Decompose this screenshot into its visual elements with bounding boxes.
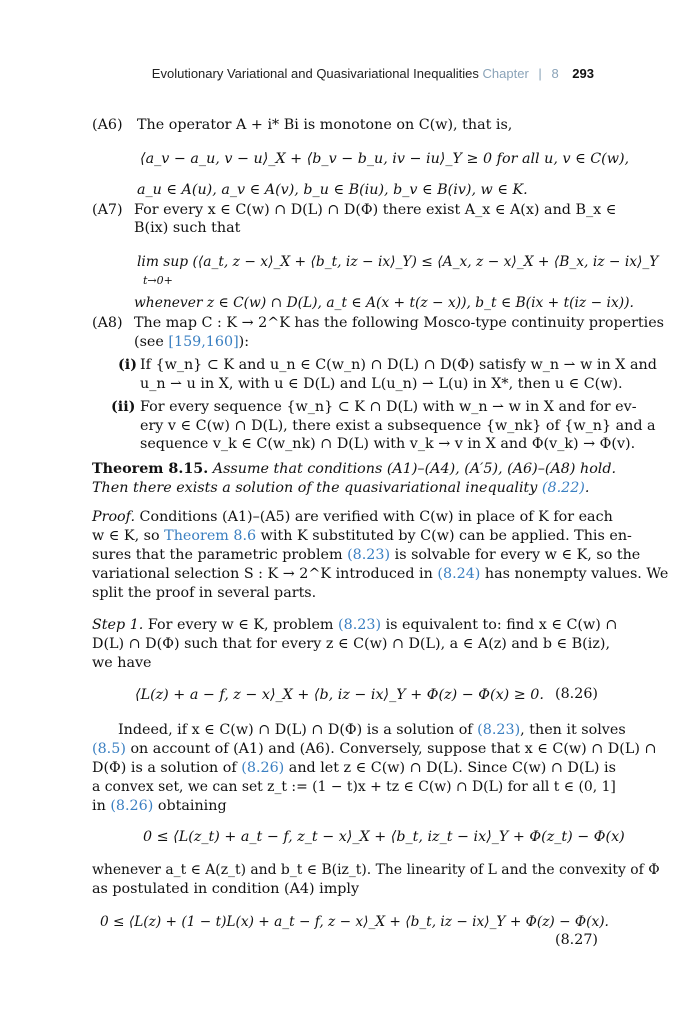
proof-line2-pre: w ∈ K, so [92,528,165,544]
indeed-line5 [92,797,227,815]
indeed-line1-post: , then it solves [520,722,626,738]
proof-line2 [92,527,632,545]
theorem-line2-pre: Then there exists a solution of the quasivariational inequality [92,480,542,496]
a6-label: (A6) [92,117,123,133]
equation-8-27-label: (8.27) [555,932,598,948]
indeed-line3-pre: D(Φ) is a solution of [92,760,242,776]
theorem-label: Theorem 8.15. [92,461,209,477]
header-chapter-word: Chapter [482,66,529,81]
proof-line2-post: with K substituted by C(w) can be applied. This en- [256,528,632,544]
a8-item-i-line1: If {w_n} ⊂ K and u_n ∈ C(w_n) ∩ D(L) ∩ D(Φ) satisfy w_n ⇀ w in X and [140,357,657,373]
step1-line1 [92,616,617,634]
indeed-line3 [92,759,616,777]
ref-8-26-link-2[interactable]: (8.26) [110,798,154,814]
a8-line2 [134,333,249,351]
step1-line3: we have [92,655,152,671]
proof-line4 [92,565,668,583]
a8-item-i-line2: u_n ⇀ u in X, with u ∈ D(L) and L(u_n) ⇀ L(u) in X*, then u ∈ C(w). [140,376,623,392]
a6-line3: a_u ∈ A(u), a_v ∈ A(v), b_u ∈ B(iu), b_v ∈ B(iv), w ∈ K. [137,182,528,198]
ref-8-5-link[interactable]: (8.5) [92,741,126,757]
ref-8-22-link[interactable]: (8.22) [541,480,585,496]
ref-8-23-link-3[interactable]: (8.23) [477,722,521,738]
equation-8-26: ⟨L(z) + a − f, z − x⟩_X + ⟨b, iz − ix⟩_Y + Φ(z) − Φ(x) ≥ 0. [135,687,544,703]
a8-item-ii-line1: For every sequence {w_n} ⊂ K ∩ D(L) with w_n ⇀ w in X and for ev- [140,399,637,415]
indeed-line2-post: on account of (A1) and (A6). Conversely, suppose that x ∈ C(w) ∩ D(L) ∩ [125,741,657,757]
proof-line3-post: is solvable for every w ∈ K, so the [390,547,641,563]
a8-item-ii-label: (ii) [111,399,136,415]
indeed-line7: as postulated in condition (A4) imply [92,881,360,897]
header-title: Evolutionary Variational and Quasivariational Inequalities [151,66,479,81]
indeed-line6: whenever a_t ∈ A(z_t) and b_t ∈ B(iz_t). The linearity of L and the convexity of Φ [92,862,660,878]
indeed-line5-post: obtaining [153,798,227,814]
a7-limsup-inequality: lim sup (⟨a_t, z − x⟩_X + ⟨b_t, iz − ix⟩_Y) ≤ ⟨A_x, z − x⟩_X + ⟨B_x, iz − ix⟩_Y [137,254,659,270]
proof-line3 [92,546,640,564]
a6-line1: The operator A + i* Bi is monotone on C(w), that is, [137,117,513,133]
proof-line4-post: has nonempty values. We [480,566,669,582]
a7-line2: B(ix) such that [134,220,241,236]
a6-inequality: ⟨a_v − a_u, v − u⟩_X + ⟨b_v − b_u, iv − iu⟩_Y ≥ 0 for all u, v ∈ C(w), [140,151,630,167]
a8-line2-post: ): [238,334,250,350]
a8-label: (A8) [92,315,123,331]
a8-item-i-label: (i) [118,357,137,373]
page-number: 293 [572,66,594,81]
step1-line2: D(L) ∩ D(Φ) such that for every z ∈ C(w) ∩ D(L), a ∈ A(z) and b ∈ B(iz), [92,636,610,652]
indeed-line4: a convex set, we can set z_t := (1 − t)x + tz ∈ C(w) ∩ D(L) for all t ∈ (0, 1] [92,779,616,795]
a7-label: (A7) [92,202,123,218]
ref-theorem-8-6-link[interactable]: Theorem 8.6 [164,528,257,544]
ref-8-23-link-2[interactable]: (8.23) [338,617,382,633]
proof-line1 [92,508,613,526]
header-separator: | [538,66,542,81]
ref-8-24-link[interactable]: (8.24) [437,566,481,582]
a7-line1: For every x ∈ C(w) ∩ D(L) ∩ D(Φ) there exist A_x ∈ A(x) and B_x ∈ [134,202,617,218]
proof-line5: split the proof in several parts. [92,585,317,601]
indeed-line1-pre: Indeed, if x ∈ C(w) ∩ D(L) ∩ D(Φ) is a solution of [118,722,478,738]
running-header [0,66,594,81]
proof-line1-text: Conditions (A1)–(A5) are verified with C(w) in place of K for each [135,509,613,525]
indeed-line5-pre: in [92,798,111,814]
a8-item-ii-line2: ery v ∈ C(w) ∩ D(L), there exist a subsequence {w_nk} of {w_n} and a [140,418,656,434]
a8-item-ii-line3: sequence v_k ∈ C(w_nk) ∩ D(L) with v_k → v in X and Φ(v_k) → Φ(v). [140,436,636,452]
a7-limsup-subscript: t→0+ [143,274,173,287]
step1-line1-post: is equivalent to: find x ∈ C(w) ∩ [381,617,618,633]
indeed-line1 [118,721,626,739]
proof-word: Proof. [92,509,135,525]
proof-line3-pre: sures that the parametric problem [92,547,348,563]
step1-line1-pre: For every w ∈ K, problem [143,617,339,633]
theorem-line2-post: . [584,480,590,496]
a7-line4: whenever z ∈ C(w) ∩ D(L), a_t ∈ A(x + t(z − x)), b_t ∈ B(ix + t(iz − ix)). [134,295,634,311]
theorem-8-15 [92,460,616,478]
proof-line4-pre: variational selection S : K → 2^K introduced in [92,566,438,582]
ref-8-23-link[interactable]: (8.23) [347,547,391,563]
indeed-line3-post: and let z ∈ C(w) ∩ D(L). Since C(w) ∩ D(L) is [284,760,616,776]
equation-8-26-label: (8.26) [555,686,598,702]
ref-8-26-link[interactable]: (8.26) [241,760,285,776]
inequality-zt: 0 ≤ ⟨L(z_t) + a_t − f, z_t − x⟩_X + ⟨b_t, iz_t − ix⟩_Y + Φ(z_t) − Φ(x) [143,829,625,845]
header-chapter-number: 8 [551,66,559,81]
a8-line1: The map C : K → 2^K has the following Mosco-type continuity properties [134,315,665,331]
theorem-line2 [92,479,589,497]
ref-159-160-link[interactable]: [159,160] [168,334,239,350]
equation-8-27: 0 ≤ ⟨L(z) + (1 − t)L(x) + a_t − f, z − x⟩_X + ⟨b_t, iz − ix⟩_Y + Φ(z) − Φ(x). [100,914,609,930]
theorem-line1: Assume that conditions (A1)–(A4), (A′5), (A6)–(A8) hold. [212,461,617,477]
indeed-line2 [92,740,656,758]
a8-line2-pre: (see [134,334,169,350]
step1-word: Step 1. [92,617,144,633]
